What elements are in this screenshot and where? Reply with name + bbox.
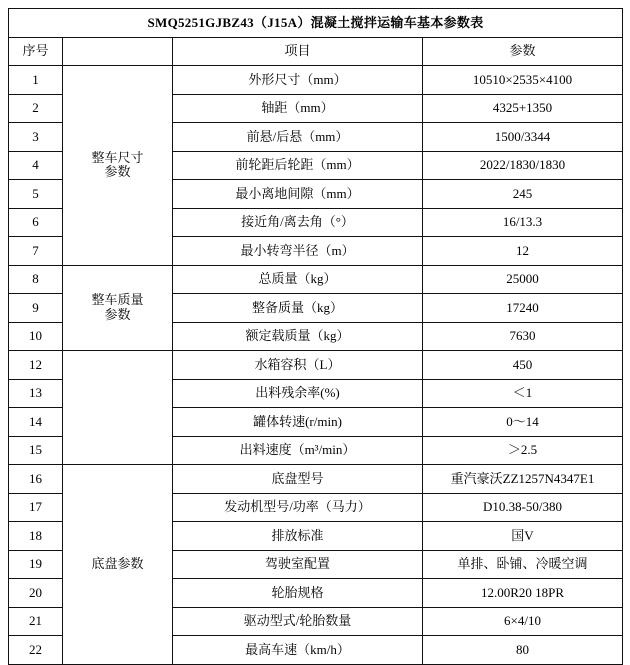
row-item: 驾驶室配置 [173,550,423,579]
row-index: 7 [9,237,63,266]
header-value: 参数 [423,37,623,66]
row-index: 13 [9,379,63,408]
row-value: 单排、卧铺、冷暖空调 [423,550,623,579]
row-item: 轮胎规格 [173,579,423,608]
row-index: 17 [9,493,63,522]
row-index: 2 [9,94,63,123]
row-value: D10.38-50/380 [423,493,623,522]
row-item: 驱动型式/轮胎数量 [173,607,423,636]
row-item: 前悬/后悬（mm） [173,123,423,152]
row-item: 发动机型号/功率（马力） [173,493,423,522]
row-index: 9 [9,294,63,323]
spec-sheet [0,8,630,662]
row-index: 12 [9,351,63,380]
row-index: 16 [9,465,63,494]
row-value: ＜1 [423,379,623,408]
table-row [9,351,623,380]
group-dimension [63,66,173,266]
row-index: 14 [9,408,63,437]
group-dimension-line1: 整车尺寸 [91,149,144,165]
row-index: 4 [9,151,63,180]
row-value: 7630 [423,322,623,351]
row-index: 10 [9,322,63,351]
row-item: 最小转弯半径（m） [173,237,423,266]
row-index: 5 [9,180,63,209]
spec-table [8,8,623,665]
table-row [9,465,623,494]
row-item: 外形尺寸（mm） [173,66,423,95]
row-value: ＞2.5 [423,436,623,465]
group-mass-line1: 整车质量 [91,292,144,308]
row-item: 排放标准 [173,522,423,551]
row-index: 22 [9,636,63,665]
row-value: 6×4/10 [423,607,623,636]
group-dimension-line2: 参数 [104,164,131,180]
row-index: 3 [9,123,63,152]
row-value: 450 [423,351,623,380]
row-item: 总质量（kg） [173,265,423,294]
row-value: 10510×2535×4100 [423,66,623,95]
row-value: 16/13.3 [423,208,623,237]
row-index: 18 [9,522,63,551]
table-title-row [9,9,623,38]
row-index: 8 [9,265,63,294]
table-row [9,265,623,294]
row-item: 轴距（mm） [173,94,423,123]
row-value: 4325+1350 [423,94,623,123]
page-title: SMQ5251GJBZ43（J15A）混凝土搅拌运输车基本参数表 [9,9,623,38]
row-value: 重汽豪沃ZZ1257N4347E1 [423,465,623,494]
row-item: 前轮距后轮距（mm） [173,151,423,180]
row-item: 水箱容积（L） [173,351,423,380]
row-index: 6 [9,208,63,237]
row-item: 额定载质量（kg） [173,322,423,351]
table-header-row [9,37,623,66]
row-value: 0～14 [423,408,623,437]
row-value: 12 [423,237,623,266]
group-mass [63,265,173,351]
row-index: 1 [9,66,63,95]
row-value: 12.00R20 18PR [423,579,623,608]
row-index: 19 [9,550,63,579]
row-value: 17240 [423,294,623,323]
row-item: 底盘型号 [173,465,423,494]
row-index: 21 [9,607,63,636]
group-mixer [63,351,173,465]
row-item: 最小离地间隙（mm） [173,180,423,209]
row-item: 出料速度（m³/min） [173,436,423,465]
row-value: 2022/1830/1830 [423,151,623,180]
group-mass-line2: 参数 [104,306,131,322]
row-item: 接近角/离去角（°） [173,208,423,237]
row-item: 罐体转速(r/min) [173,408,423,437]
row-index: 15 [9,436,63,465]
row-item: 整备质量（kg） [173,294,423,323]
group-chassis: 底盘参数 [63,465,173,665]
header-item: 项目 [173,37,423,66]
table-row [9,66,623,95]
header-index: 序号 [9,37,63,66]
row-value: 245 [423,180,623,209]
row-item: 最高车速（km/h） [173,636,423,665]
row-value: 80 [423,636,623,665]
header-group [63,37,173,66]
row-value: 25000 [423,265,623,294]
row-value: 1500/3344 [423,123,623,152]
row-index: 20 [9,579,63,608]
row-item: 出料残余率(%) [173,379,423,408]
row-value: 国V [423,522,623,551]
